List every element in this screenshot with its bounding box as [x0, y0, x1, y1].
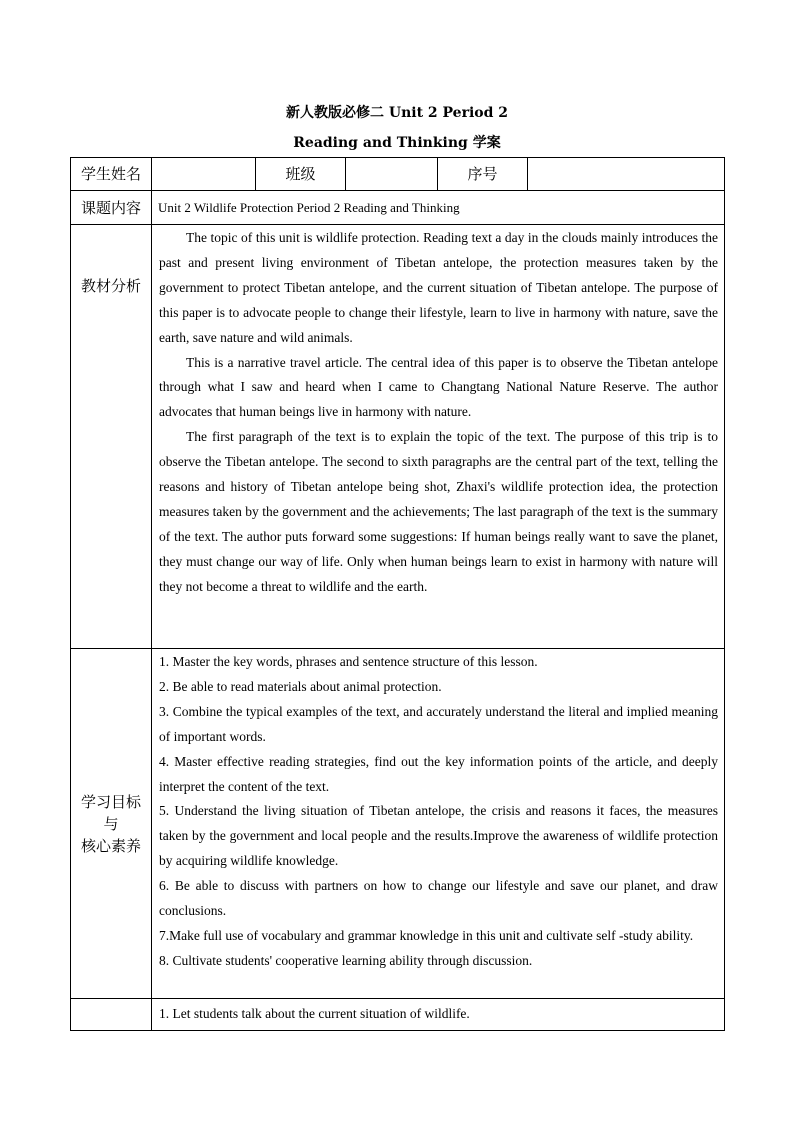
student-name-field[interactable]: [152, 158, 256, 191]
class-field[interactable]: [346, 158, 438, 191]
table-row: [71, 191, 725, 225]
table-row: [71, 999, 725, 1031]
topic-label: 课题内容: [71, 191, 152, 225]
table-row: [71, 649, 725, 999]
table-row: [71, 158, 725, 191]
goal-item-8: 8. Cultivate students' cooperative learning ability through discussion.: [159, 952, 533, 968]
process-item-1: 1. Let students talk about the current situation of wildlife.: [159, 1006, 470, 1022]
lesson-plan-table: [70, 157, 725, 1031]
goal-item-3: 3. Combine the typical examples of the text, and accurately understand the literal and implied meaning of important words.: [159, 703, 718, 744]
class-label: 班级: [256, 158, 346, 191]
student-name-label: 学生姓名: [71, 158, 152, 191]
analysis-label: 教材分析: [71, 225, 152, 649]
goals-label-line-2: 与: [103, 814, 119, 833]
table-row: [71, 225, 725, 649]
topic-value: Unit 2 Wildlife Protection Period 2 Reading and Thinking: [152, 191, 725, 225]
goal-item-7: 7.Make full use of vocabulary and grammar knowledge in this unit and cultivate self -study ability.: [159, 927, 694, 943]
analysis-paragraph-2: This is a narrative travel article. The central idea of this paper is to observe the Tibetan antelope through what I saw and heard when I came to Changtang National Nature Reserve. The author advocates that human beings live in harmony with nature.: [159, 354, 718, 420]
document-subtitle: Reading and Thinking 学案: [293, 135, 501, 151]
goal-item-1: 1. Master the key words, phrases and sentence structure of this lesson.: [159, 654, 538, 669]
goals-content: [152, 649, 725, 999]
goals-label-line-1: 学习目标: [80, 792, 141, 811]
goal-item-2: 2. Be able to read materials about animal protection.: [159, 678, 442, 694]
goal-item-4: 4. Master effective reading strategies, find out the key information points of the article, and deeply interpret the content of the text.: [159, 753, 718, 794]
process-content: [152, 999, 725, 1031]
seat-number-label: 序号: [438, 158, 528, 191]
document-title: 新人教版必修二 Unit 2 Period 2: [285, 105, 509, 121]
analysis-paragraph-3: The first paragraph of the text is to explain the topic of the text. The purpose of this trip is to observe the Tibetan antelope. The second to sixth paragraphs are the central part of the text, telling the reasons and history of Tibetan antelope being shot, Zhaxi's wildlife protection idea, the protection measures taken by the government and the achievements; The last paragraph of the text is the summary of the text. The author puts forward some suggestions: If human beings really want to save the planet, they must change our way of life. Only when human beings learn to exist in harmony with nature will they not become a threat to wildlife and the earth.: [159, 429, 718, 594]
analysis-paragraph-1: The topic of this unit is wildlife protection. Reading text a day in the clouds mainly introduces the past and present living environment of Tibetan antelope, the protection measures taken by the government to protect Tibetan antelope, and the current situation of Tibetan antelope. The purpose of this paper is to advocate people to change their lifestyle, learn to live in harmony with nature, save the earth, save nature and wild animals.: [159, 230, 718, 345]
seat-number-field[interactable]: [528, 158, 725, 191]
goals-label-line-3: 核心素养: [80, 836, 141, 855]
goals-label: [71, 649, 152, 999]
goal-item-6: 6. Be able to discuss with partners on how to change our lifestyle and save our planet, and draw conclusions.: [159, 878, 718, 919]
analysis-content: [152, 225, 725, 649]
process-label: [71, 999, 152, 1031]
goal-item-5: 5. Understand the living situation of Tibetan antelope, the crisis and reasons it faces, the measures taken by the government and local people and the results.Improve the awareness of wildlife protection by acquiring wildlife knowledge.: [159, 803, 718, 869]
